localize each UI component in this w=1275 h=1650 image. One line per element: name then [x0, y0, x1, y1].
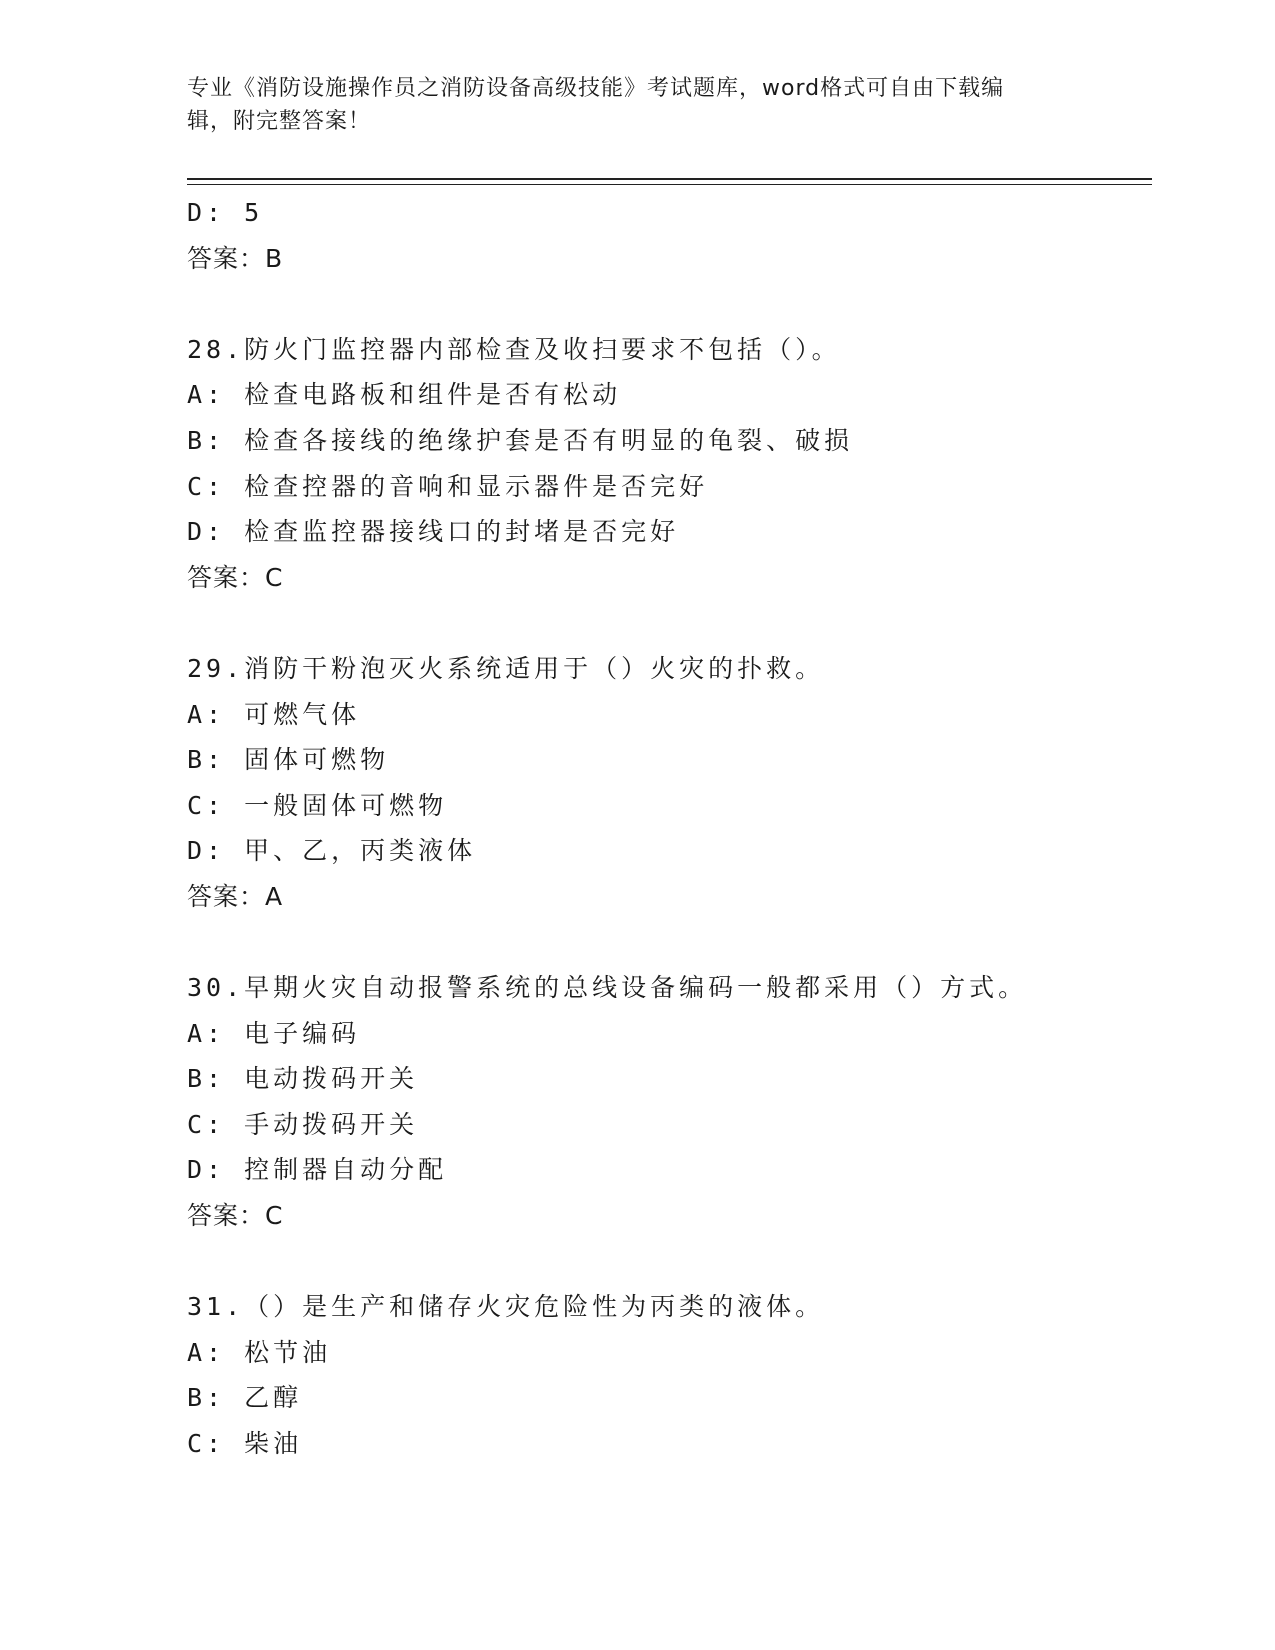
option-c: C: 柴油	[187, 1429, 303, 1459]
spacer	[187, 920, 1167, 966]
option-a: A: 松节油	[187, 1337, 332, 1367]
option-d: D: 甲、乙，丙类液体	[187, 836, 477, 866]
option-c: C: 检查控器的音响和显示器件是否完好	[187, 471, 709, 501]
question-stem: 31.（）是生产和储存火灾危险性为丙类的液体。	[187, 1292, 825, 1322]
option-b: B: 固体可燃物	[187, 745, 390, 775]
question-30	[187, 965, 1167, 1239]
answer-line: 答案：C	[187, 562, 284, 592]
option-b: B: 乙醇	[187, 1383, 303, 1413]
answer-line: 答案：C	[187, 1201, 284, 1231]
question-stem: 29.消防干粉泡灭火系统适用于（）火灾的扑救。	[187, 653, 825, 683]
spacer	[187, 600, 1167, 646]
option-a: A: 检查电路板和组件是否有松动	[187, 380, 622, 410]
option-d: D: 检查监控器接线口的封堵是否完好	[187, 517, 680, 547]
question-29	[187, 646, 1167, 920]
header-line-1: 专业《消防设施操作员之消防设备高级技能》考试题库，word格式可自由下载编	[187, 76, 1005, 101]
answer-line: 答案：B	[187, 243, 284, 273]
header-rule-thin	[187, 184, 1152, 185]
option-c: C: 手动拨码开关	[187, 1109, 419, 1139]
question-31	[187, 1284, 1167, 1466]
lead-fragment	[187, 190, 1167, 281]
option-c: C: 一般固体可燃物	[187, 790, 448, 820]
question-stem: 30.早期火灾自动报警系统的总线设备编码一般都采用（）方式。	[187, 973, 1028, 1003]
question-stem: 28.防火门监控器内部检查及收扫要求不包括（）。	[187, 334, 841, 364]
option-b: B: 电动拨码开关	[187, 1064, 419, 1094]
header-rule-thick	[187, 178, 1152, 180]
option-d: D: 控制器自动分配	[187, 1155, 448, 1185]
spacer	[187, 281, 1167, 327]
question-28	[187, 327, 1167, 601]
question-list	[187, 190, 1167, 1467]
answer-line: 答案：A	[187, 881, 284, 911]
header-line-2: 辑，附完整答案！	[187, 109, 372, 134]
option-a: A: 可燃气体	[187, 699, 361, 729]
page-header	[187, 72, 1067, 138]
option-b: B: 检查各接线的绝缘护套是否有明显的龟裂、破损	[187, 425, 854, 455]
option-d: D: 5	[187, 198, 264, 227]
spacer	[187, 1239, 1167, 1285]
option-a: A: 电子编码	[187, 1018, 361, 1048]
